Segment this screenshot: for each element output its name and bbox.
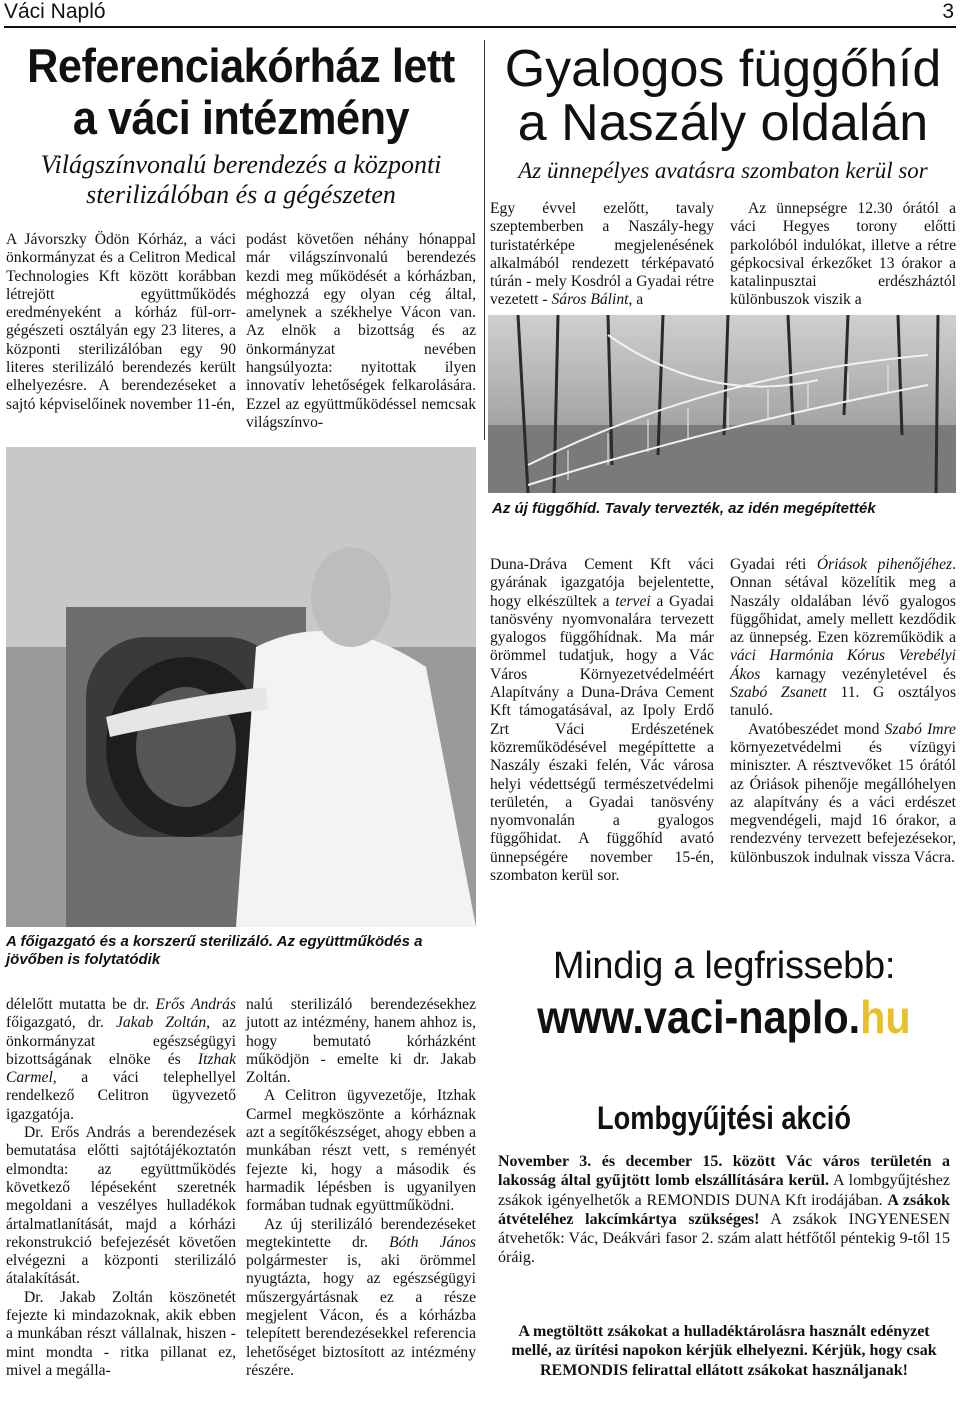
leaf-collection-note: A megtöltött zsákokat a hulladéktárolásra használt edényzet mellé, az ürítési napokon kérjük elhelyezni. Kérjük, hogy csak REMONDIS felirattal ellátott zsákokat használjanak! xyxy=(511,1323,937,1379)
right-article-title: Gyalogos függőhíd a Naszály oldalán xyxy=(504,40,942,152)
header-rule xyxy=(4,26,956,28)
director-sterilizer-photo xyxy=(6,447,476,927)
left-article-col2-top: podást követően néhány hónappal már világszínvonalú berendezés kezdi meg működését a kórházban, méghozzá egy olyan cég által, amelynek a székhelye Vácon van. Az elnök a bizottság és az önkormányzat nevében hangsúlyozta: nyitottak ilyen innovatív lehetőségek felkarolására. Ezzel az együttműködéssel nemcsak világszínvo- xyxy=(246,231,476,431)
right-article-subtitle: Az ünnepélyes avatásra szombaton kerül sor xyxy=(518,158,928,183)
leaf-collection-title: Lombgyűjtési akció xyxy=(597,1100,851,1136)
bridge-article-col2-top: Az ünnepségre 12.30 órától a váci Hegyes torony előtti parkolóból indulókat, illetve a rétre gépkocsival érkezőket 13 órakor a katalinpusztai erdészháztól különbuszok viszik a xyxy=(730,200,956,309)
left-article-col2-bottom: nalú sterilizáló berendezésekhez jutott az intézmény, hanem ahhoz is, hogy bemutató kórházként működjön - emelte ki dr. Jakab Zoltán. A Celitron ügyvezetője, Itzhak Carmel megköszönte a kórháznak azt a segítőkészséget, ahogy ebben a munkában részt vett, s reményét fejezte ki, hogy a második és harmadik lépésben is ugyanilyen formában tudnak együttműködni. Az új sterilizáló berendezéseket megtekintette dr. Bóth János polgármester is, aki örömmel nyugtázta, hogy az egészségügyi műszergyártásnak ez a része megjelent Vácon, és a kórházba telepített berendezésekkel referencia lehetőséget biztosított az intézmény részére. xyxy=(246,996,476,1379)
column-divider xyxy=(484,40,485,440)
director-photo-caption: A főigazgató és a korszerű sterilizáló. Az együttműködés a jövőben is folytatódik xyxy=(6,933,423,968)
page-number: 3 xyxy=(942,0,954,23)
bridge-article-col1-top: Egy évvel ezelőtt, tavaly szeptemberben a Naszály-hegy turistatérképe megjelenésének alkalmából rendezett térképavató túrán - mely Kosdról a Gyadai rétre vezetett - Sáros Bálint, a xyxy=(490,200,714,309)
website-ad-tagline: Mindig a legfrissebb: xyxy=(552,945,896,987)
left-article-title: Referenciakórház lett a váci intézmény xyxy=(27,39,455,144)
leaf-collection-body: November 3. és december 15. között Vác város területén a lakosság által gyűjtött lomb elszállítására kerül. A lombgyűjtéshez zsákok igényelhetők a REMONDIS DUNA Kft irodájában. A zsákok átvételéhez lakcímkártya szükséges! A zsákok INGYENESEN átvehetők: Vác, Deákvári fasor 2. szám alatt hétfőtől péntekig 9-től 15 óráig. xyxy=(498,1153,951,1267)
suspension-bridge-photo xyxy=(488,315,956,493)
left-article-col1-bottom: délelőtt mutatta be dr. Erős András főigazgató, dr. Jakab Zoltán, az önkormányzat egészségügyi bizottságának elnöke és Itzhak Carmel, a váci telephellyel rendelkező Celitron ügyvezető igazgatója. Dr. Erős András a berendezések bemutatása előtti sajtótájékoztatón elmondta: az együttműködés következő lépéseként szeretnék megoldani a veszélyes hulladékok ártalmatlanítását, majd a kórházi rekonstrukció befejezését követően elvégezni a központi sterilizáló átalakítását. Dr. Jakab Zoltán köszönetét fejezte ki mindazoknak, akik ebben a munkában részt vállalnak, hiszen - mint mondta - ritka pillanat ez, mivel a megálla- xyxy=(6,996,236,1379)
bridge-article-col1-bottom: Duna-Dráva Cement Kft váci gyárának igazgatója bejelentette, hogy elkészültek a tervei a Gyadai tanösvény nyomvonalára tervezett gyalogos függőhídnak. Ma már örömmel tudatjuk, hogy a Vác Város Környezetvédelméért Alapítvány a Duna-Dráva Cement Kft támogatásával, az Ipoly Erdő Zrt Váci Erdészetének közreműködésével megépíttette a Naszály északi felén, Vác városa helyi védettségű természetvédelmi területén, a Gyadai tanösvény nyomvonalán a gyalogos függőhidat. A függőhíd avató ünnepségére november 15-én, szombaton kerül sor. xyxy=(490,556,715,885)
bridge-photo-caption: Az új függőhíd. Tavaly tervezték, az idén megépítették xyxy=(492,500,876,517)
bridge-article-col2-bottom: Gyadai réti Óriások pihenőjéhez. Onnan sétával közelítik meg a Naszály oldalában lévő gyalogos függőhidat, amely mellett kezdődik az ünnepség. Ezen közreműködik a váci Harmónia Kórus Verebélyi Ákos karnagy vezényletével és Szabó Zsanett 11. G osztályos tanuló. Avatóbeszédet mond Szabó Imre környezetvédelmi és vízügyi miniszter. A résztvevőket 15 órától az Óriások pihenője megállóhelyen az alapítvány és a váci erdészet megvendégeli, majd 16 órakor, a rendezvény tervezett befejezésekor, különbuszok indulnak vissza Vácra. xyxy=(730,556,957,866)
website-ad-url[interactable]: www.vaci-naplo.hu xyxy=(537,991,911,1043)
left-article-col1-top: A Jávorszky Ödön Kórház, a váci önkormányzat és a Celitron Medical Technologies Kft között korábban létrejött együttműködés eredményeként a kórház fül-orr-gégészeti osztályán egy 23 literes, a központi sterilizálóban egy 90 literes sterilizáló berendezés került elhelyezésre. A berendezéseket a sajtó képviselőinek november 11-én, xyxy=(6,231,236,413)
newspaper-name: Váci Napló xyxy=(4,0,106,23)
left-article-subtitle: Világszínvonalú berendezés a központi sterilizálóban és a gégészeten xyxy=(40,150,442,209)
website-ad xyxy=(492,945,956,1065)
